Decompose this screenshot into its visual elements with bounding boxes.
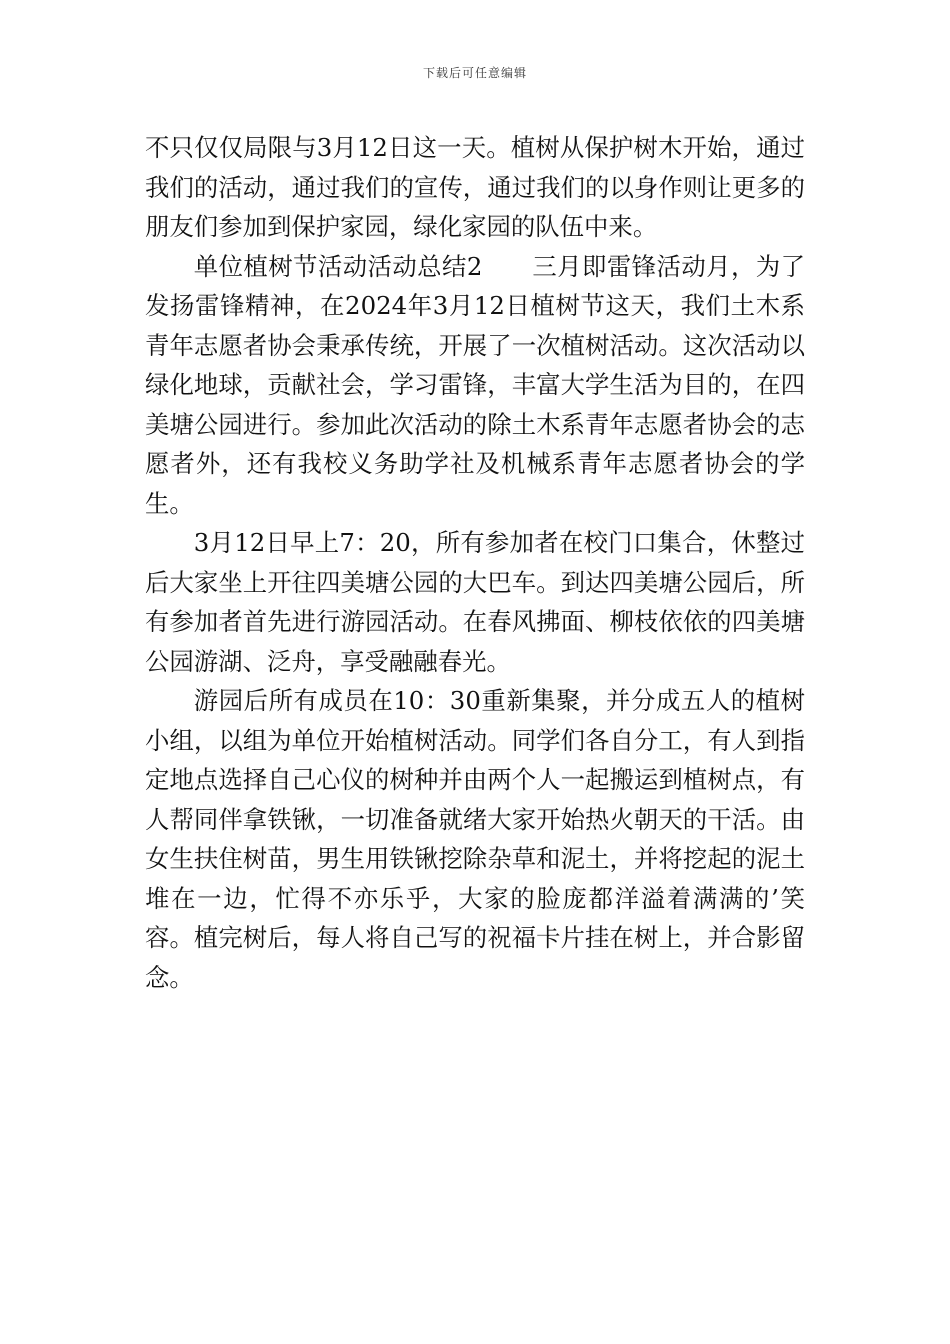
document-body bbox=[145, 128, 805, 997]
page-header-note: 下载后可任意编辑 bbox=[422, 66, 527, 80]
paragraph-summary-2-intro: 单位植树节活动活动总结2 三月即雷锋活动月，为了发扬雷锋精神，在2024年3月12日植树节这天，我们土木系青年志愿者协会秉承传统，开展了一次植树活动。这次活动以绿化地球，贡献社会，学习雷锋，丰富大学生活为目的，在四美塘公园进行。参加此次活动的除土木系青年志愿者协会的志愿者外，还有我校义务助学社及机械系青年志愿者协会的学生。 bbox=[145, 251, 805, 518]
paragraph-continuation: 不只仅仅局限与3月12日这一天。植树从保护树木开始，通过我们的活动，通过我们的宣传，通过我们的以身作则让更多的朋友们参加到保护家园，绿化家园的队伍中来。 bbox=[145, 133, 805, 241]
paragraph-morning-gathering: 3月12日早上7：20，所有参加者在校门口集合，休整过后大家坐上开往四美塘公园的大巴车。到达四美塘公园后，所有参加者首先进行游园活动。在春风拂面、柳枝依依的四美塘公园游湖、泛舟，享受融融春光。 bbox=[145, 528, 805, 676]
paragraph-planting-activity: 游园后所有成员在10：30重新集聚，并分成五人的植树小组，以组为单位开始植树活动。同学们各自分工，有人到指定地点选择自己心仪的树种并由两个人一起搬运到植树点，有人帮同伴拿铁锹，一切准备就绪大家开始热火朝天的干活。由女生扶住树苗，男生用铁锹挖除杂草和泥土，并将挖起的泥土堆在一边，忙得不亦乐乎，大家的脸庞都洋溢着满满的’笑容。植完树后，每人将自己写的祝福卡片挂在树上，并合影留念。 bbox=[145, 686, 805, 992]
